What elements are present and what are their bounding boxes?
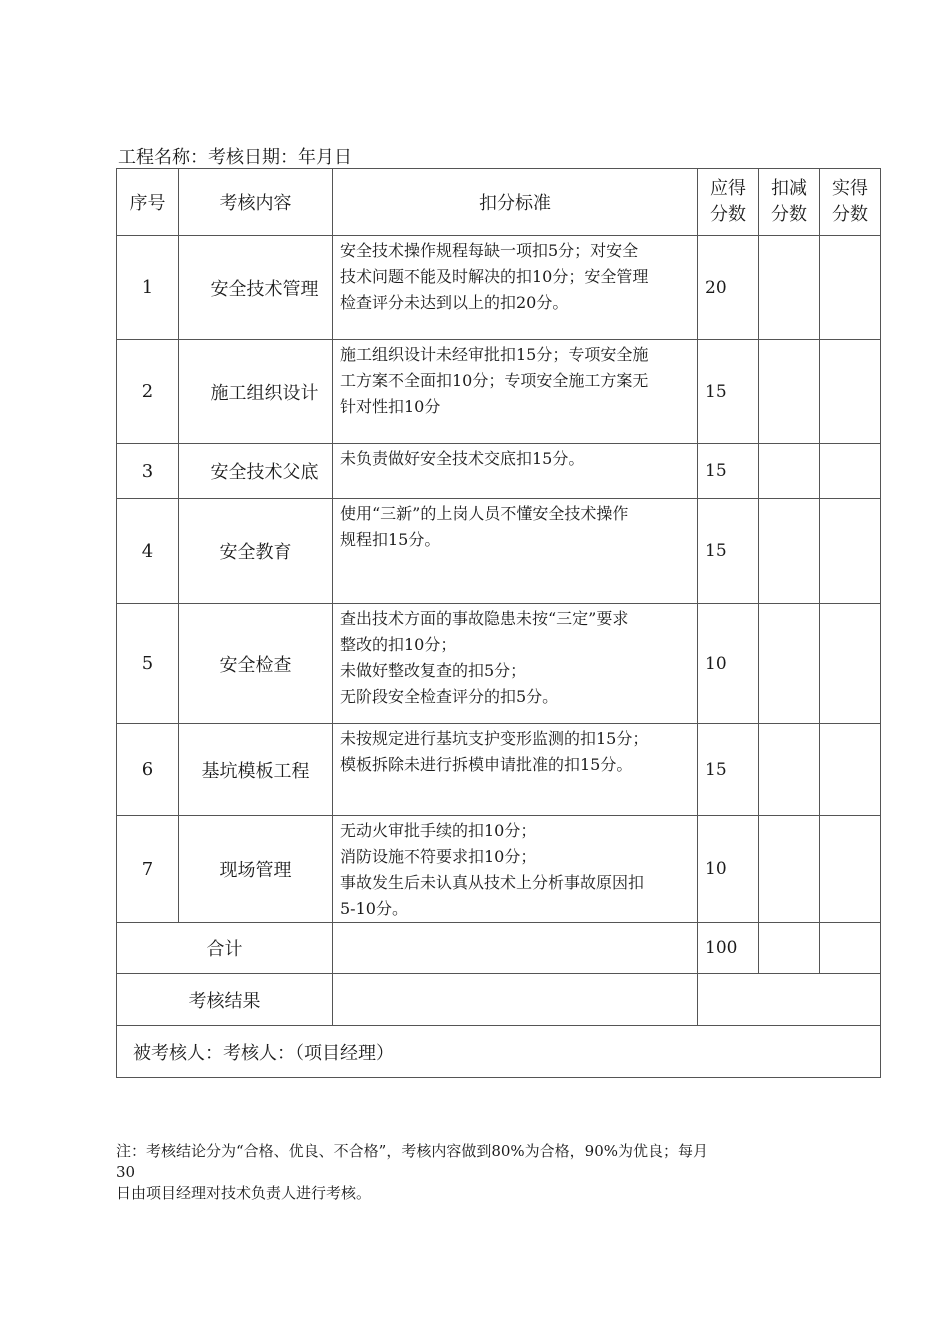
header-actual-l2: 分数	[832, 204, 868, 225]
row-no: 6	[117, 724, 179, 816]
footnote	[116, 1141, 816, 1204]
total-actual-cell[interactable]	[820, 923, 881, 974]
header-no: 序号	[117, 169, 179, 236]
criteria-line: 未负责做好安全技术交底扣15分。	[340, 449, 585, 468]
row-no: 2	[117, 340, 179, 444]
row-max-score: 15	[698, 340, 759, 444]
row-deduct-cell[interactable]	[759, 340, 820, 444]
row-actual-cell[interactable]	[820, 724, 881, 816]
header-criteria: 扣分标准	[333, 169, 698, 236]
header-deduct-l2: 分数	[771, 204, 807, 225]
criteria-line: 安全技术操作规程每缺一项扣5分；对安全	[340, 241, 639, 260]
row-max-score: 15	[698, 499, 759, 604]
total-row	[117, 923, 881, 974]
row-no: 3	[117, 444, 179, 499]
row-actual-cell[interactable]	[820, 236, 881, 340]
row-deduct-cell[interactable]	[759, 236, 820, 340]
criteria-line: 无阶段安全检查评分的扣5分。	[340, 687, 559, 706]
row-deduct-cell[interactable]	[759, 724, 820, 816]
criteria-line: 未按规定进行基坑支护变形监测的扣15分；	[340, 729, 649, 748]
row-criteria	[333, 724, 698, 816]
criteria-line: 无动火审批手续的扣10分；	[340, 821, 537, 840]
table-row	[117, 604, 881, 724]
row-criteria	[333, 444, 698, 499]
row-content: 安全技术管理	[179, 236, 333, 340]
row-criteria	[333, 499, 698, 604]
result-score-cell[interactable]	[698, 974, 881, 1026]
row-actual-cell[interactable]	[820, 340, 881, 444]
header-actual-l1: 实得	[832, 178, 868, 199]
signature-row	[117, 1026, 881, 1078]
row-deduct-cell[interactable]	[759, 499, 820, 604]
criteria-line: 工方案不全面扣10分；专项安全施工方案无	[340, 371, 649, 390]
table-row	[117, 499, 881, 604]
row-no: 5	[117, 604, 179, 724]
row-content: 现场管理	[179, 816, 333, 923]
result-label: 考核结果	[117, 974, 333, 1026]
row-max-score: 10	[698, 816, 759, 923]
table-row	[117, 444, 881, 499]
row-criteria	[333, 604, 698, 724]
header-max-score-l1: 应得	[710, 178, 746, 199]
table-row	[117, 724, 881, 816]
header-deduct	[759, 169, 820, 236]
row-deduct-cell[interactable]	[759, 816, 820, 923]
row-content: 基坑模板工程	[179, 724, 333, 816]
header-max-score	[698, 169, 759, 236]
row-content: 施工组织设计	[179, 340, 333, 444]
row-actual-cell[interactable]	[820, 604, 881, 724]
result-row	[117, 974, 881, 1026]
row-deduct-cell[interactable]	[759, 444, 820, 499]
header-actual	[820, 169, 881, 236]
total-label: 合计	[117, 923, 333, 974]
row-actual-cell[interactable]	[820, 444, 881, 499]
header-max-score-l2: 分数	[710, 204, 746, 225]
form-header: 工程名称：考核日期：年月日	[118, 147, 352, 168]
row-actual-cell[interactable]	[820, 499, 881, 604]
criteria-line: 查出技术方面的事故隐患未按“三定”要求	[340, 609, 629, 628]
signature-line: 被考核人：考核人：（项目经理）	[117, 1026, 881, 1078]
criteria-line: 整改的扣10分；	[340, 635, 457, 654]
row-content: 安全检查	[179, 604, 333, 724]
criteria-line: 事故发生后未认真从技术上分析事故原因扣	[340, 873, 645, 892]
footnote-line: 日由项目经理对技术负责人进行考核。	[116, 1184, 372, 1202]
row-max-score: 20	[698, 236, 759, 340]
footnote-line: 30	[116, 1163, 136, 1181]
criteria-line: 施工组织设计未经审批扣15分；专项安全施	[340, 345, 649, 364]
header-content: 考核内容	[179, 169, 333, 236]
criteria-line: 使用“三新”的上岗人员不懂安全技术操作	[340, 504, 629, 523]
row-content: 安全技术父底	[179, 444, 333, 499]
footnote-line: 注：考核结论分为“合格、优良、不合格”，考核内容做到80%为合格，90%为优良；每月	[116, 1142, 709, 1160]
total-value: 100	[698, 923, 759, 974]
criteria-line: 5-10分。	[340, 899, 408, 918]
row-criteria	[333, 816, 698, 923]
table-row	[117, 340, 881, 444]
table-header-row	[117, 169, 881, 236]
criteria-line: 技术问题不能及时解决的扣10分；安全管理	[340, 267, 649, 286]
criteria-line: 消防设施不符要求扣10分；	[340, 847, 537, 866]
result-value-cell[interactable]	[333, 974, 698, 1026]
row-no: 7	[117, 816, 179, 923]
row-criteria	[333, 236, 698, 340]
row-max-score: 10	[698, 604, 759, 724]
row-content: 安全教育	[179, 499, 333, 604]
row-deduct-cell[interactable]	[759, 604, 820, 724]
table-row	[117, 236, 881, 340]
table-row	[117, 816, 881, 923]
row-no: 4	[117, 499, 179, 604]
header-deduct-l1: 扣减	[771, 178, 807, 199]
row-max-score: 15	[698, 444, 759, 499]
assessment-table	[116, 168, 881, 1078]
criteria-line: 模板拆除未进行拆模申请批准的扣15分。	[340, 755, 633, 774]
criteria-line: 未做好整改复查的扣5分；	[340, 661, 527, 680]
row-no: 1	[117, 236, 179, 340]
row-criteria	[333, 340, 698, 444]
criteria-line: 规程扣15分。	[340, 530, 441, 549]
total-deduct-cell[interactable]	[759, 923, 820, 974]
row-actual-cell[interactable]	[820, 816, 881, 923]
criteria-line: 针对性扣10分	[340, 397, 441, 416]
criteria-line: 检查评分未达到以上的扣20分。	[340, 293, 569, 312]
total-criteria-cell	[333, 923, 698, 974]
row-max-score: 15	[698, 724, 759, 816]
